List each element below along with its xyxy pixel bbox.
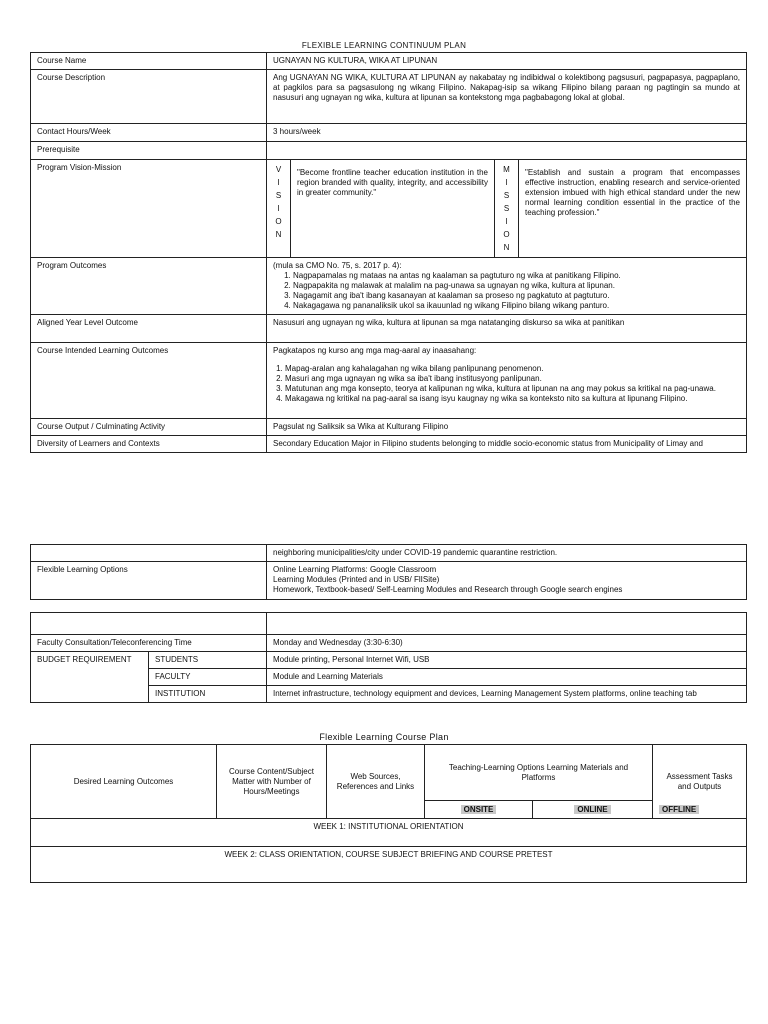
budget-who: INSTITUTION (149, 686, 267, 703)
program-vm-label: Program Vision-Mission (31, 160, 267, 258)
contact-hours-label: Contact Hours/Week (31, 124, 267, 142)
continued-table (30, 544, 747, 600)
header-web: Web Sources, References and Links (327, 745, 425, 819)
course-output-label: Course Output / Culminating Activity (31, 419, 267, 436)
flex-line: Online Learning Platforms: Google Classroom (273, 565, 437, 574)
budget-label: BUDGET REQUIREMENT (31, 652, 149, 703)
budget-who: STUDENTS (149, 652, 267, 669)
cilo-item: 3. Matutunan ang mga konsepto, teorya at kalipunan ng wika, kultura at lipunan na ang may pokus sa kritikal na pag-unawa. (285, 384, 740, 394)
mode-onsite: ONSITE (425, 801, 533, 819)
program-outcomes-value (267, 258, 747, 315)
header-options: Teaching-Learning Options Learning Materials and Platforms (425, 745, 653, 801)
course-output-value: Pagsulat ng Saliksik sa Wika at Kulturang Filipino (267, 419, 747, 436)
program-outcome-item: 1. Nagpapamalas ng mataas na antas ng kaalaman sa pagtuturo ng wika at panitikang Filipino. (293, 271, 740, 281)
cilo-value (267, 343, 747, 419)
diversity-continued: neighboring municipalities/city under COVID-19 pandemic quarantine restriction. (267, 545, 747, 562)
flexible-options-value (267, 562, 747, 600)
program-outcomes-label: Program Outcomes (31, 258, 267, 315)
program-outcome-item: 4. Nakagagawa ng pananaliksik ukol sa ikauunlad ng wikang Filipino bilang wikang panturo. (293, 301, 740, 311)
course-name-value: UGNAYAN NG KULTURA, WIKA AT LIPUNAN (267, 53, 747, 70)
mission-text: "Establish and sustain a program that encompasses effective instruction, enabling research and service-oriented extension imbued with high ethical standard under the new normal learning condition essential in the practice of the teaching profession." (519, 160, 747, 258)
consultation-label: Faculty Consultation/Teleconferencing Time (31, 635, 267, 652)
empty-cell (267, 613, 747, 635)
cilo-item: 1. Mapag-aralan ang kahalagahan ng wika bilang panlipunang penomenon. (285, 364, 740, 374)
flexible-options-label: Flexible Learning Options (31, 562, 267, 600)
course-description-value: Ang UGNAYAN NG WIKA, KULTURA AT LIPUNAN ay nakabatay ng indibidwal o kolektibong pagsusuri, pagpapasya, pagpaplano, at pagkilos para sa pagsasulong ng wikang Filipino. Nakapag-isip sa wikang Filipino bilang paraan ng pagtingin sa mundo at nasusuri ang ugnayan ng wika, kultura at lipunan sa kontekstong mga pagbabagong lokal at global. (267, 70, 747, 124)
header-content: Course Content/Subject Matter with Number of Hours/Meetings (217, 745, 327, 819)
budget-what: Internet infrastructure, technology equipment and devices, Learning Management System platforms, online teaching tab (267, 686, 747, 703)
vision-text: "Become frontline teacher education institution in the region branded with quality, integrity, and accessibility in greater community." (291, 160, 495, 258)
mode-online: ONLINE (533, 801, 653, 819)
diversity-label: Diversity of Learners and Contexts (31, 436, 267, 453)
vision-letters: V I S I O N (267, 160, 291, 258)
budget-what: Module and Learning Materials (267, 669, 747, 686)
diversity-value: Secondary Education Major in Filipino students belonging to middle socio-economic status from Municipality of Limay and (267, 436, 747, 453)
course-description-label: Course Description (31, 70, 267, 124)
week-1-row: WEEK 1: INSTITUTIONAL ORIENTATION (31, 819, 747, 847)
cilo-item: 4. Makagawa ng kritikal na pag-aaral sa isang isyu kaugnay ng wika sa konteksto nito sa kultura at lipunang Filipino. (285, 394, 740, 404)
plan-title: FLEXIBLE LEARNING CONTINUUM PLAN (301, 41, 467, 50)
prerequisite-value (267, 142, 747, 160)
course-plan-title: Flexible Learning Course Plan (319, 732, 449, 742)
program-outcome-item: 3. Nagagamit ang iba't ibang kasanayan at kaalaman sa proseso ng pagkatuto at pagtuturo. (293, 291, 740, 301)
contact-hours-value: 3 hours/week (267, 124, 747, 142)
aligned-outcome-label: Aligned Year Level Outcome (31, 315, 267, 343)
program-outcome-item: 2. Nagpapakita ng malawak at malalim na pag-unawa sa ugnayan ng wika, kultura at lipunan. (293, 281, 740, 291)
consultation-table (30, 612, 747, 703)
consultation-value: Monday and Wednesday (3:30-6:30) (267, 635, 747, 652)
mission-letters: M I S S I O N (495, 160, 519, 258)
prerequisite-label: Prerequisite (31, 142, 267, 160)
empty-cell (31, 545, 267, 562)
flex-line: Homework, Textbook-based/ Self-Learning Modules and Research through Google search engines (273, 585, 623, 594)
course-plan-table: Desired Learning Outcomes Course Content/Subject Matter with Number of Hours/Meetings Web Sources, References and Links Teaching-Learning Options Learning Materials and Platforms Assessment Tasks and Outputs ONSITE ONLINE OFFLINE WEEK 1: INSTITUTIONAL ORIENTATION WEEK 2: CLASS ORIENTATION, COURSE SUBJECT BRIEFING AND COURSE PRETEST (30, 744, 747, 883)
cilo-intro: Pagkatapos ng kurso ang mga mag-aaral ay inaasahang: (273, 346, 477, 355)
budget-what: Module printing, Personal Internet Wifi, USB (267, 652, 747, 669)
course-info-table (30, 52, 747, 453)
cilo-label: Course Intended Learning Outcomes (31, 343, 267, 419)
cilo-item: 2. Masuri ang mga ugnayan ng wika sa iba't ibang institusyong panlipunan. (285, 374, 740, 384)
budget-who: FACULTY (149, 669, 267, 686)
empty-cell (31, 613, 267, 635)
header-assessment: Assessment Tasks and Outputs (653, 745, 747, 819)
aligned-outcome-value: Nasusuri ang ugnayan ng wika, kultura at lipunan sa mga natatanging diskurso sa wika at panitikan (267, 315, 747, 343)
header-outcomes: Desired Learning Outcomes (31, 745, 217, 819)
week-2-row: WEEK 2: CLASS ORIENTATION, COURSE SUBJECT BRIEFING AND COURSE PRETEST (31, 847, 747, 883)
program-outcomes-intro: (mula sa CMO No. 75, s. 2017 p. 4): (273, 261, 402, 270)
flex-line: Learning Modules (Printed and in USB/ FlISite) (273, 575, 440, 584)
course-name-label: Course Name (31, 53, 267, 70)
